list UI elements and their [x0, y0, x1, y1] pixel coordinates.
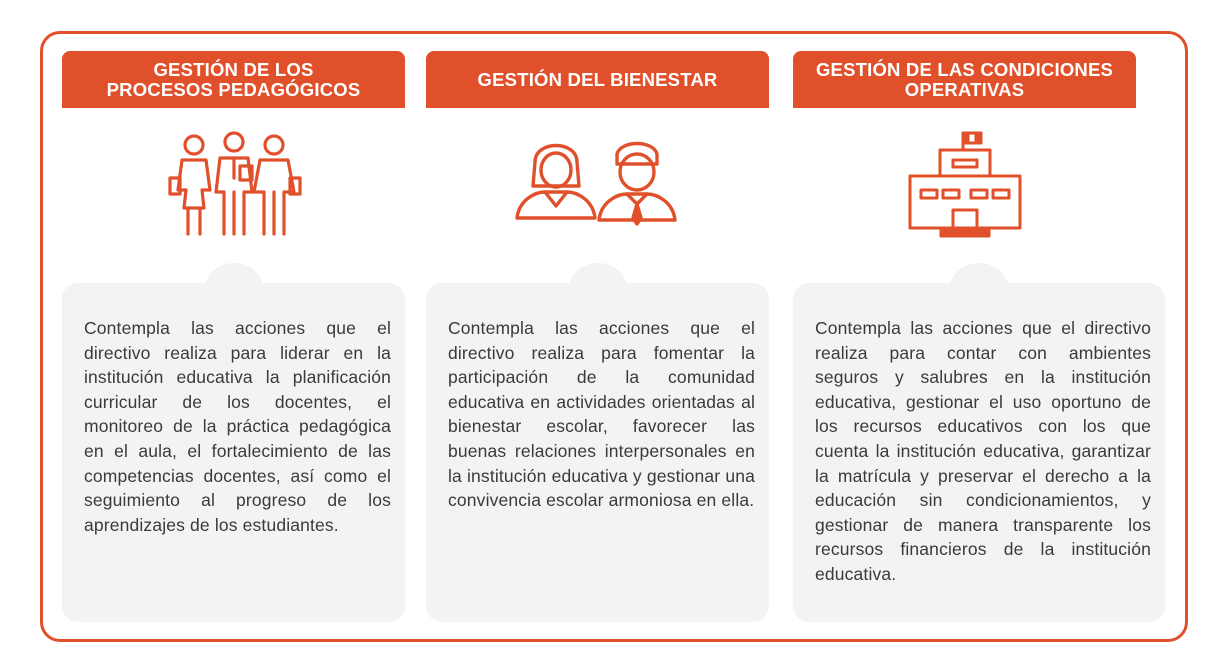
description-card: [793, 283, 1165, 622]
column-operational: [793, 51, 1151, 584]
student-pair-icon: [426, 108, 769, 283]
school-building-icon: [793, 108, 1136, 283]
teachers-group-icon: [62, 108, 405, 283]
column-header: GESTIÓN DE LAS CONDICIONES OPERATIVAS: [793, 51, 1136, 108]
description-text: Contempla las acciones que el directivo realiza para contar con ambientes seguros y salubres en la institución educativa, gestionar el uso oportuno de los recursos educativos con los que cuenta la institución educativa, garantizar la matrícula y preservar el derecho a la educación sin condicionamientos, y gestionar de manera transparente los recursos financieros de la institución educativa.: [815, 318, 1151, 584]
column-pedagogical: [62, 51, 405, 535]
description-text: Contempla las acciones que el directivo realiza para liderar en la institución educativa la planificación curricular de los docentes, el monitoreo de la práctica pedagógica en el aula, el fortalecimiento de las competencias docentes, así como el seguimiento al progreso de los aprendizajes de los estudiantes.: [84, 318, 391, 535]
description-card: [62, 283, 405, 622]
column-wellbeing: [426, 51, 769, 511]
column-header: GESTIÓN DEL BIENESTAR: [426, 51, 769, 108]
column-header: GESTIÓN DE LOS PROCESOS PEDAGÓGICOS: [62, 51, 405, 108]
description-text: Contempla las acciones que el directivo realiza para fomentar la participación de la comunidad educativa en actividades orientadas al bienestar escolar, favorecer las buenas relaciones interpersonales en la institución educativa y gestionar una convivencia escolar armoniosa en ella.: [448, 318, 755, 511]
description-card: [426, 283, 769, 622]
